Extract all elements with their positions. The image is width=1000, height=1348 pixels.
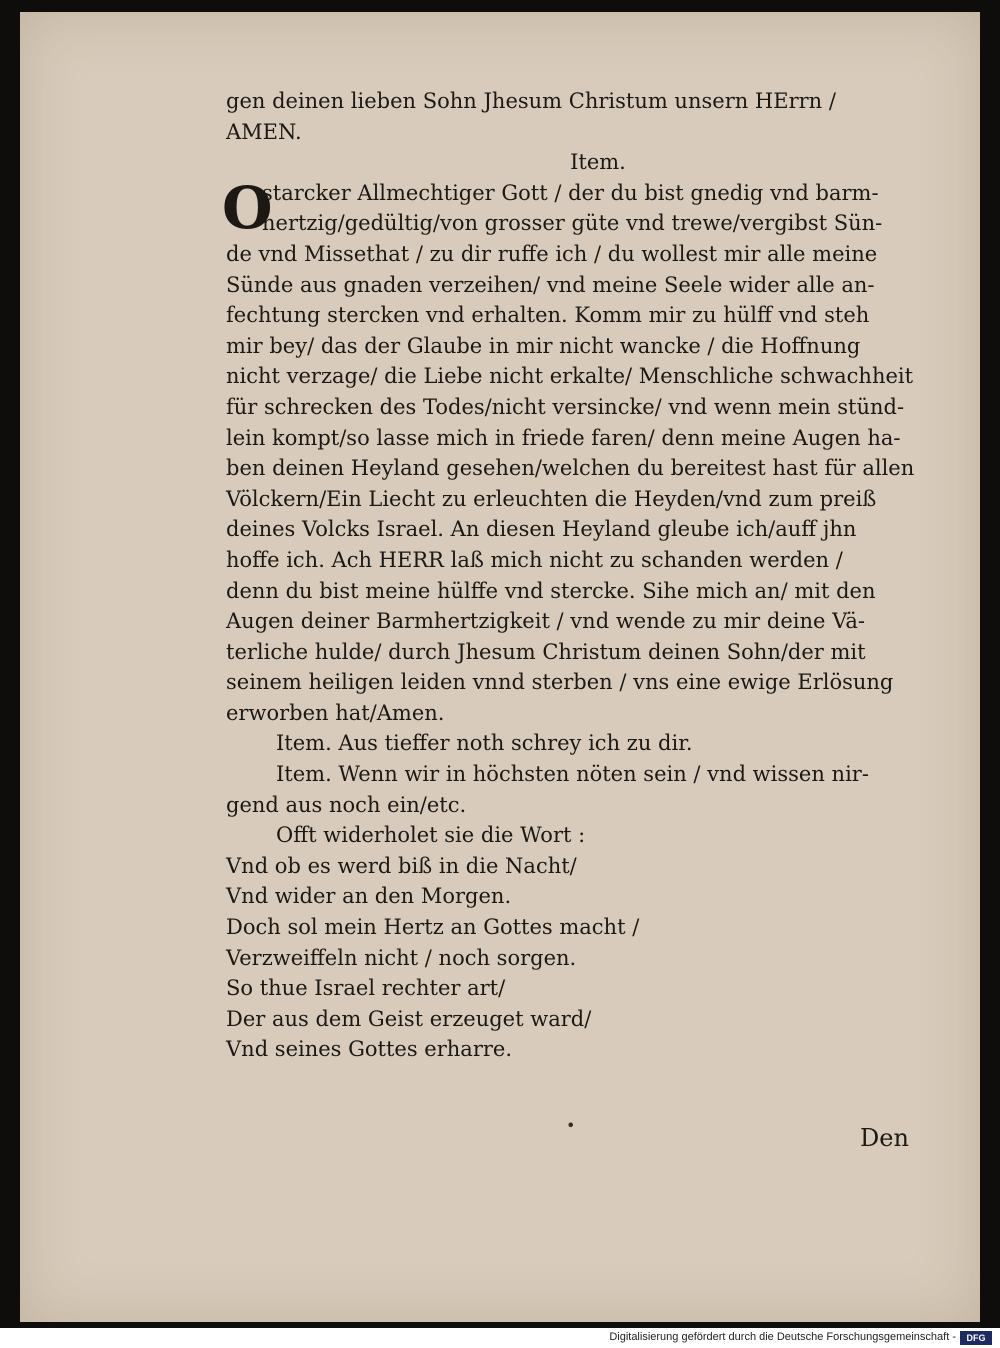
text-line: ben deinen Heyland gesehen/welchen du bereitest hast für allen xyxy=(226,456,915,481)
text-line: fechtung stercken vnd erhalten. Komm mir zu hülff vnd steh xyxy=(226,303,870,328)
verse-line: Der aus dem Geist erzeuget ward/ xyxy=(226,1006,592,1031)
text-line: lein kompt/so lasse mich in friede faren/ denn meine Augen ha- xyxy=(226,425,901,450)
verse-line: Verzweiffeln nicht / noch sorgen. xyxy=(226,945,577,970)
text-line: Augen deiner Barmhertzigkeit / vnd wende zu mir deine Vä- xyxy=(226,609,865,634)
page-text xyxy=(222,86,930,1065)
text-line: gen deinen lieben Sohn Jhesum Christum unsern HErrn / xyxy=(226,89,836,113)
text-line: nicht verzage/ die Liebe nicht erkalte/ Menschliche schwachheit xyxy=(226,364,914,389)
catchword: Den xyxy=(860,1124,909,1152)
text-line: mir bey/ das der Glaube in mir nicht wancke / die Hoffnung xyxy=(226,333,861,358)
text-line: Völckern/Ein Liecht zu erleuchten die Heyden/vnd zum preiß xyxy=(226,486,877,511)
text-line: Item. Aus tieffer noth schrey ich zu dir. xyxy=(276,731,693,756)
funding-note: Digitalisierung gefördert durch die Deutsche Forschungsgemeinschaft - xyxy=(609,1331,956,1343)
text-line: de vnd Missethat / zu dir ruffe ich / du wollest mir alle meine xyxy=(226,241,878,266)
verse-line: Doch sol mein Hertz an Gottes macht / xyxy=(226,915,640,940)
text-line: seinem heiligen leiden vnnd sterben / vns eine ewige Erlösung xyxy=(226,670,894,695)
text-line: deines Volcks Israel. An diesen Heyland gleube ich/auff jhn xyxy=(226,517,857,542)
text-line: Offt widerholet sie die Wort : xyxy=(276,823,586,848)
text-line: erworben hat/Amen. xyxy=(226,700,445,725)
text-line: denn du bist meine hülffe vnd stercke. Sihe mich an/ mit den xyxy=(226,578,876,603)
verse-line: Vnd ob es werd biß in die Nacht/ xyxy=(226,853,577,878)
text-line: Sünde aus gnaden verzeihen/ vnd meine Seele wider alle an- xyxy=(226,272,875,297)
text-line: AMEN. xyxy=(226,119,302,144)
verse-line: So thue Israel rechter art/ xyxy=(226,976,506,1001)
drop-cap-initial: O xyxy=(222,173,273,242)
prayer-paragraph xyxy=(222,173,930,242)
section-heading: Item. xyxy=(570,150,626,175)
ornament-mark: • xyxy=(566,1116,576,1135)
dfg-logo: DFG xyxy=(960,1331,992,1345)
text-line: hoffe ich. Ach HERR laß mich nicht zu schanden werden / xyxy=(226,547,843,572)
text-line: für schrecken des Todes/nicht versincke/ vnd wenn mein stünd- xyxy=(226,394,905,419)
verse-line: Vnd wider an den Morgen. xyxy=(226,884,512,909)
verse-line: Vnd seines Gottes erharre. xyxy=(226,1037,513,1062)
text-line: gend aus noch ein/etc. xyxy=(226,792,467,817)
text-line: Item. Wenn wir in höchsten nöten sein / vnd wissen nir- xyxy=(276,762,869,787)
text-line: hertzig/gedültig/von grosser güte vnd trewe/vergibst Sün- xyxy=(262,211,883,236)
text-line: starcker Allmechtiger Gott / der du bist gnedig vnd barm- xyxy=(262,180,879,205)
text-line: terliche hulde/ durch Jhesum Christum deinen Sohn/der mit xyxy=(226,639,866,664)
hymn-verse xyxy=(226,851,930,1065)
funding-footer xyxy=(0,1328,1000,1348)
